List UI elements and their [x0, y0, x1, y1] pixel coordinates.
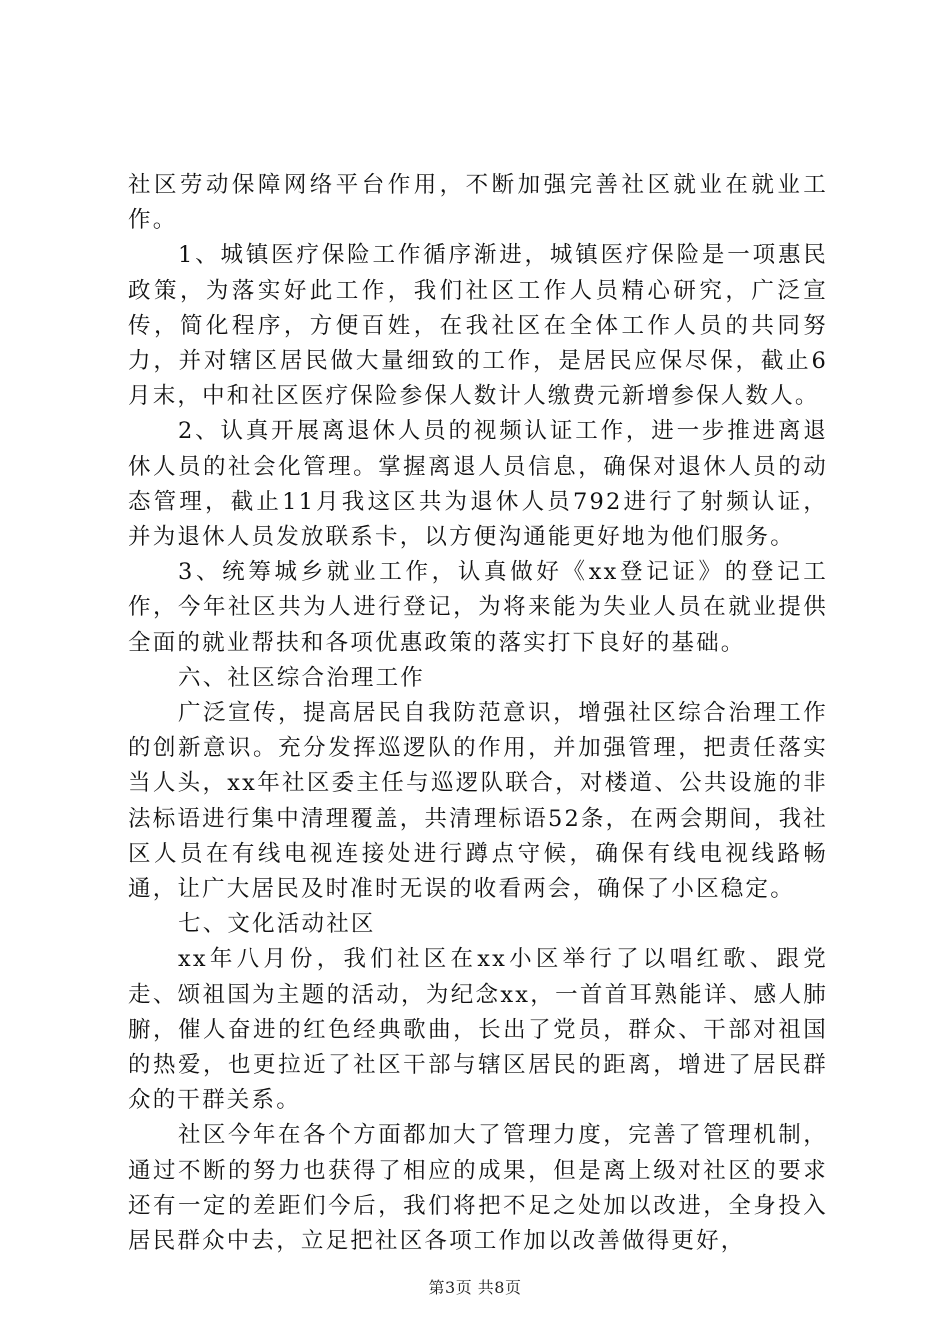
paragraph-intro: 社区劳动保障网络平台作用，不断加强完善社区就业在就业工作。 — [128, 172, 828, 234]
paragraph-employment: 3、统筹城乡就业工作，认真做好《xx登记证》的登记工作，今年社区共为人进行登记，为将来能为失业人员在就业提供全面的就业帮扶和各项优惠政策的落实打下良好的基础。 — [128, 559, 828, 656]
paragraph-retiree-verification: 2、认真开展离退休人员的视频认证工作，进一步推进离退休人员的社会化管理。掌握离退人员信息，确保对退休人员的动态管理，截止11月我这区共为退休人员792进行了射频认证，并为退休人员发放联系卡，以方便沟通能更好地为他们服务。 — [128, 418, 828, 551]
paragraph-governance: 广泛宣传，提高居民自我防范意识，增强社区综合治理工作的创新意识。充分发挥巡逻队的作用，并加强管理，把责任落实当人头，xx年社区委主任与巡逻队联合，对楼道、公共设施的非法标语进行集中清理覆盖，共清理标语52条，在两会期间，我社区人员在有线电视连接处进行蹲点守候，确保有线电视线路畅通，让广大居民及时准时无误的收看两会，确保了小区稳定。 — [128, 700, 828, 903]
paragraph-medical-insurance: 1、城镇医疗保险工作循序渐进，城镇医疗保险是一项惠民政策，为落实好此工作，我们社区工作人员精心研究，广泛宣传，简化程序，方便百姓，在我社区在全体工作人员的共同努力，并对辖区居民做大量细致的工作，是居民应保尽保，截止6月末，中和社区医疗保险参保人数计人缴费元新增参保人数人。 — [128, 242, 828, 410]
paragraph-culture: xx年八月份，我们社区在xx小区举行了以唱红歌、跟党走、颂祖国为主题的活动，为纪念xx，一首首耳熟能详、感人肺腑，催人奋进的红色经典歌曲，长出了党员，群众、干部对祖国的热爱，也更拉近了社区干部与辖区居民的距离，增进了居民群众的干群关系。 — [128, 946, 828, 1114]
document-body — [128, 168, 828, 1259]
paragraph-summary: 社区今年在各个方面都加大了管理力度，完善了管理机制，通过不断的努力也获得了相应的成果，但是离上级对社区的要求还有一定的差距们今后，我们将把不足之处加以改进，全身投入居民群众中去，立足把社区各项工作加以改善做得更好， — [128, 1122, 828, 1255]
section-heading-governance: 六、社区综合治理工作 — [178, 664, 426, 691]
section-heading-culture: 七、文化活动社区 — [178, 911, 376, 938]
page-footer: 第3页 共8页 — [428, 1278, 522, 1297]
